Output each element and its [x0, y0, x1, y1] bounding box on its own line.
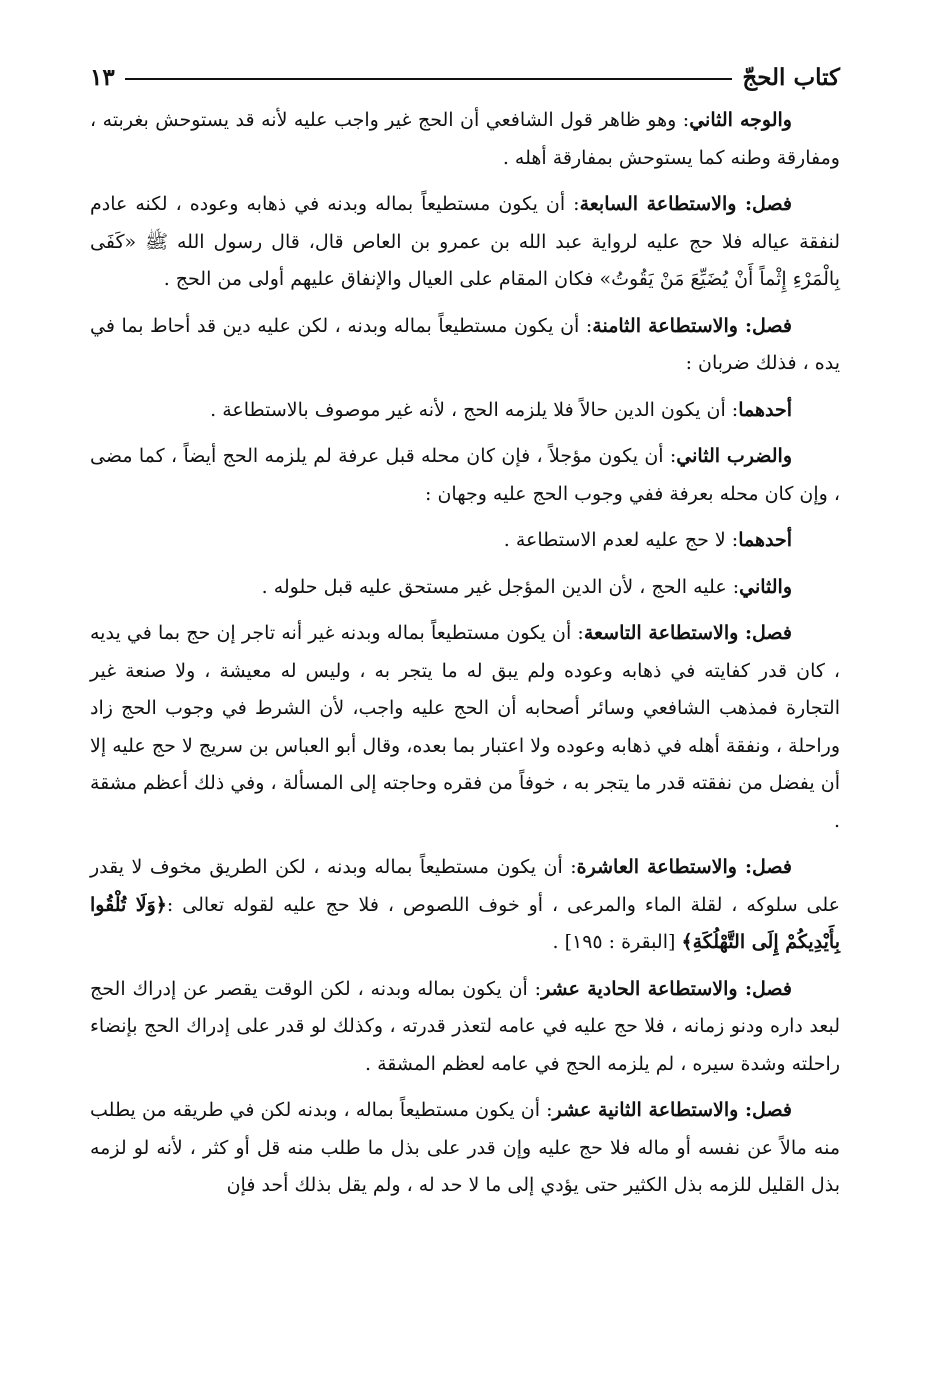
paragraph-text: : أن يكون الدين حالاً فلا يلزمه الحج ، لأنه غير موصوف بالاستطاعة . — [210, 398, 739, 421]
paragraph-first-view — [90, 522, 840, 560]
paragraph-second-type — [90, 438, 840, 513]
paragraph-lead: والوجه الثاني — [689, 109, 792, 131]
page-number: ١٣ — [90, 63, 115, 91]
paragraph-lead: فصل: والاستطاعة الثامنة — [592, 314, 792, 337]
paragraph-seventh-capability — [90, 186, 840, 299]
paragraph-tenth-capability — [90, 849, 840, 962]
document-page — [90, 58, 840, 1214]
paragraph-eighth-capability — [90, 308, 840, 383]
verse-reference: [البقرة : ١٩٥] . — [552, 931, 682, 953]
paragraph-text: : أن يكون مستطيعاً بماله وبدنه ، لكن الطريق مخوف لا يقدر على سلوكه ، لقلة الماء والمرعى ، أو خوف اللصوص ، فلا حج عليه لقوله تعالى : — [90, 856, 840, 916]
paragraph-second-view — [90, 102, 840, 177]
paragraph-second-view-debt — [90, 569, 840, 607]
paragraph-lead: فصل: والاستطاعة السابعة — [579, 193, 792, 215]
paragraph-text: : أن يكون مستطيعاً بماله ، وبدنه لكن في طريقه من يطلب منه مالاً عن نفسه أو ماله فلا حج عليه وإن قدر على بذل ما طلب منه قل أو كثر ، لأنه لو لزمه بذل القليل للزمه بذل الكثير حتى يؤدي إلى ما لا حد له ، ولم يقل بذلك أحد فإن — [90, 1099, 840, 1196]
paragraph-lead: فصل: والاستطاعة العاشرة — [576, 856, 792, 878]
paragraph-text: : أن يكون بماله وبدنه ، لكن الوقت يقصر عن إدراك الحج لبعد داره ودنو زمانه ، فلا حج عليه في عامه لتعذر قدرته ، وكذلك لو قدر على إدراك الحج بإنضاء راحلته وشدة سيره ، لم يلزمه الحج في عامه لعظم المشقة . — [90, 977, 840, 1075]
paragraph-first-type — [90, 392, 840, 430]
paragraph-ninth-capability — [90, 615, 840, 840]
paragraph-text: : أن يكون مستطيعاً بماله وبدنه غير أنه تاجر إن حج بما في يديه ، كان قدر كفايته في ذهابه وعوده ولم يبق له ما يتجر به ، وليس له معيشة ، ولا صنعة غير التجارة فمذهب الشافعي وسائر أصحابه أن الحج عليه واجب، لأن الشرط في وجوب الحج زاد وراحلة ، ونفقة أهله في ذهابه وعوده ولا اعتبار بما بعده، وقال أبو العباس بن سريج لا حج عليه إلا أن يفضل من نفقته قدر ما يتجر به ، خوفاً من فقره وحاجته إلى المسألة ، وفي ذلك أعظم مشقة . — [90, 622, 840, 832]
paragraph-text: : عليه الحج ، لأن الدين المؤجل غير مستحق عليه قبل حلوله . — [261, 575, 740, 598]
paragraph-lead: والثاني — [739, 575, 792, 598]
running-header — [90, 58, 840, 96]
book-title: كتاب الحجّ — [742, 63, 840, 91]
paragraph-lead: فصل: والاستطاعة الثانية عشر — [552, 1099, 793, 1121]
paragraph-twelfth-capability — [90, 1092, 840, 1205]
page-body — [90, 102, 840, 1205]
paragraph-lead: فصل: والاستطاعة الحادية عشر — [541, 977, 792, 1000]
paragraph-text: : أن يكون مؤجلاً ، فإن كان محله قبل عرفة لم يلزمه الحج أيضاً ، كما مضى ، وإن كان محله بعرفة ففي وجوب الحج عليه وجهان : — [90, 445, 840, 505]
paragraph-lead: فصل: والاستطاعة التاسعة — [583, 622, 792, 644]
paragraph-lead: والضرب الثاني — [676, 445, 793, 467]
paragraph-lead: أحدهما — [738, 398, 792, 421]
header-rule — [125, 78, 733, 80]
paragraph-eleventh-capability — [90, 971, 840, 1084]
paragraph-text: : أن يكون مستطيعاً بماله وبدنه ، لكن عليه دين قد أحاط بما في يده ، فذلك ضربان : — [90, 314, 840, 374]
paragraph-lead: أحدهما — [738, 529, 792, 551]
paragraph-text: : وهو ظاهر قول الشافعي أن الحج غير واجب عليه لأنه قد يستوحش بغربته ، ومفارقة وطنه كما يستوحش بمفارقة أهله . — [90, 109, 840, 169]
paragraph-text: : لا حج عليه لعدم الاستطاعة . — [503, 529, 739, 551]
quran-verse: ﴿وَلَا تُلْقُوا بِأَيْدِيكُمْ إِلَى التَّهْلُكَةِ﴾ — [90, 893, 840, 953]
paragraph-text: : أن يكون مستطيعاً بماله وبدنه في ذهابه وعوده ، لكنه عادم لنفقة عياله فلا حج عليه لرواية عبد الله بن عمرو بن العاص قال، قال رسول الله ﷺ «كَفَى بِالْمَرْءِ إِثْماً أَنْ يُضَيِّعَ مَنْ يَقُوتُ» فكان المقام على العيال والإنفاق عليهم أولى من الحج . — [90, 193, 840, 290]
